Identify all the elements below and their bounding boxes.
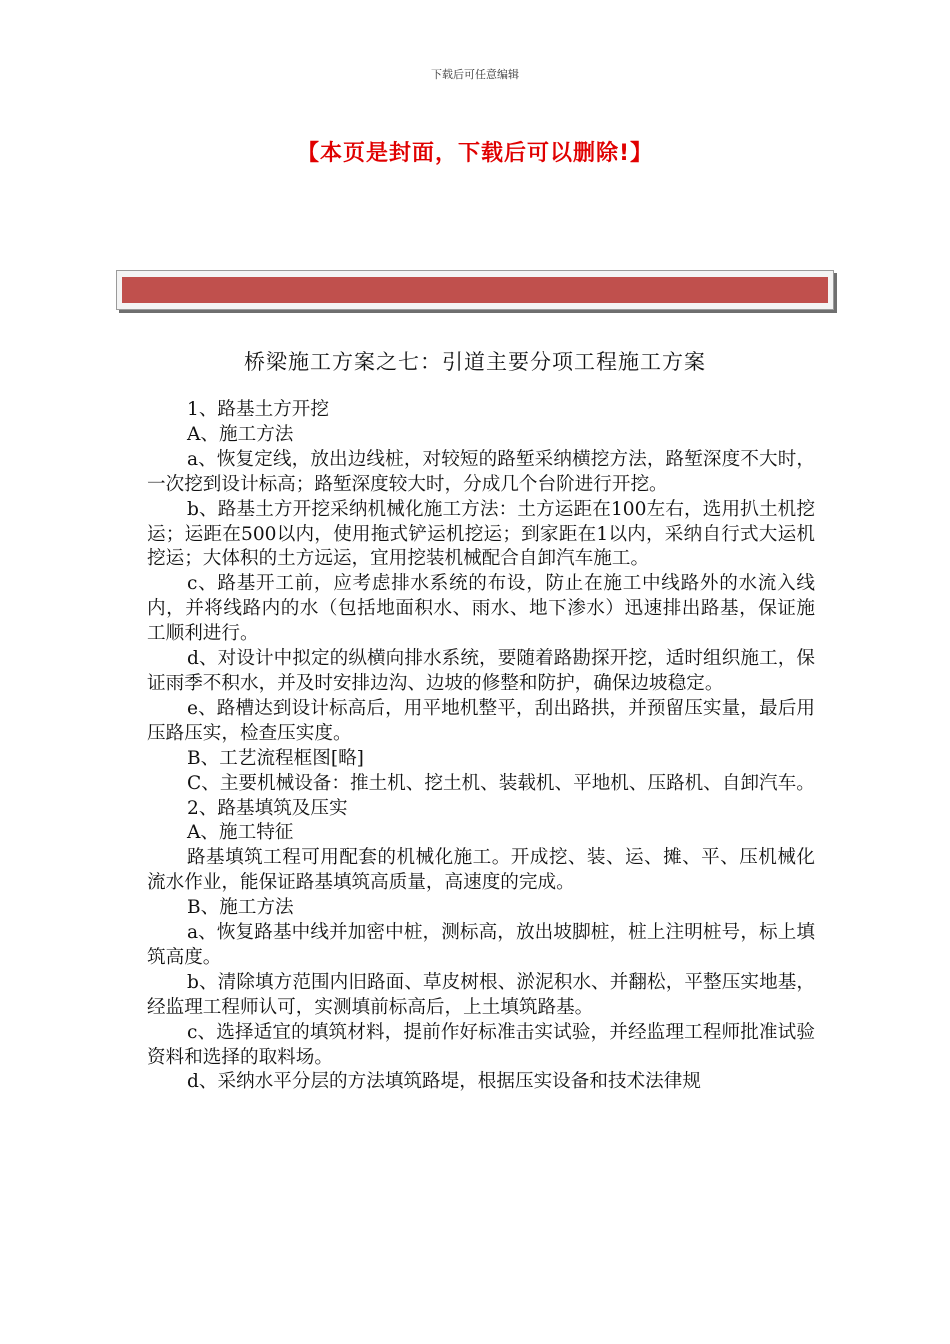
paragraph: 1、路基土方开挖 — [187, 399, 329, 420]
paragraph: d、采纳水平分层的方法填筑路堤，根据压实设备和技术法律规 — [187, 1071, 701, 1093]
document-body — [147, 398, 815, 1095]
paragraph: d、对设计中拟定的纵横向排水系统，要随着路勘探开挖，适时组织施工，保证雨季不积水，并及时安排边沟、边坡的修整和防护，确保边坡稳定。 — [147, 648, 815, 694]
paragraph: B、施工方法 — [187, 897, 294, 919]
paragraph: c、路基开工前，应考虑排水系统的布设，防止在施工中线路外的水流入线内，并将线路内的水（包括地面积水、雨水、地下渗水）迅速排出路基，保证施工顺利进行。 — [147, 573, 815, 645]
document-title: 桥梁施工方案之七：引道主要分项工程施工方案 — [244, 350, 706, 374]
decorative-banner — [116, 270, 834, 310]
paragraph: b、清除填方范围内旧路面、草皮树根、淤泥积水、并翻松，平整压实地基，经监理工程师认可，实测填前标高后，上土填筑路基。 — [147, 971, 815, 1018]
paragraph: 路基填筑工程可用配套的机械化施工。开成挖、装、运、摊、平、压机械化流水作业，能保证路基填筑高质量，高速度的完成。 — [147, 847, 815, 894]
paragraph: e、路槽达到设计标高后，用平地机整平，刮出路拱，并预留压实量，最后用压路压实，检查压实度。 — [147, 697, 815, 744]
paragraph: a、恢复路基中线并加密中桩，测标高，放出坡脚桩，桩上注明桩号，标上填筑高度。 — [147, 922, 815, 968]
paragraph: B、工艺流程框图[略] — [187, 747, 364, 769]
paragraph: C、主要机械设备：推土机、挖土机、装载机、平地机、压路机、自卸汽车。 — [187, 772, 815, 794]
cover-delete-notice: 【本页是封面，下载后可以删除!】 — [296, 141, 654, 166]
paragraph: A、施工特征 — [187, 822, 294, 844]
paragraph: a、恢复定线，放出边线桩，对较短的路堑采纳横挖方法，路堑深度不大时，一次挖到设计标高；路堑深度较大时，分成几个台阶进行开挖。 — [147, 448, 815, 495]
banner-bar — [122, 277, 828, 303]
paragraph: 2、路基填筑及压实 — [187, 797, 348, 819]
paragraph: b、路基土方开挖采纳机械化施工方法：土方运距在100左右，选用扒土机挖运；运距在500以内，使用拖式铲运机挖运；到家距在1以内，采纳自行式大运机挖运；大体积的土方远运，宜用挖装机械配合自卸汽车施工。 — [147, 498, 815, 570]
page-header-note: 下载后可任意编辑 — [431, 68, 519, 81]
paragraph: A、施工方法 — [187, 423, 294, 445]
paragraph: c、选择适宜的填筑材料，提前作好标准击实试验，并经监理工程师批准试验资料和选择的取料场。 — [147, 1021, 815, 1068]
